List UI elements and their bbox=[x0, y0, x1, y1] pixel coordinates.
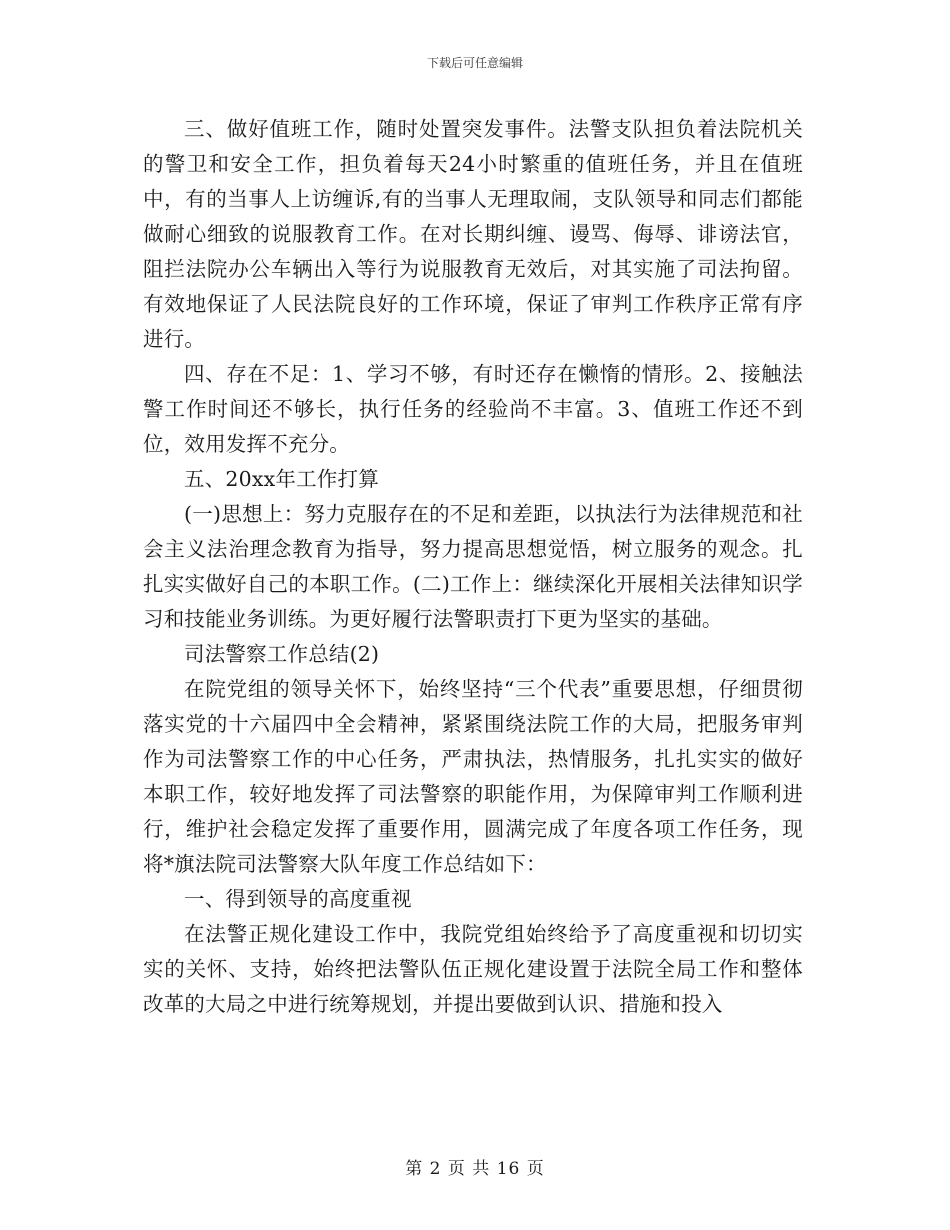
header-note: 下载后可任意编辑 bbox=[426, 56, 523, 70]
document-body bbox=[143, 112, 803, 1022]
page-indicator: 第 2 页 共 16 页 bbox=[405, 1159, 545, 1179]
paragraph: 四、存在不足：1、学习不够，有时还存在懒惰的情形。2、接触法警工作时间还不够长，执行任务的经验尚不丰富。3、值班工作还不到位，效用发挥不充分。 bbox=[143, 362, 803, 456]
section-heading: 一、得到领导的高度重视 bbox=[184, 887, 412, 911]
paragraph: (一)思想上：努力克服存在的不足和差距，以执法行为法律规范和社会主义法治理念教育为指导，努力提高思想觉悟，树立服务的观念。扎扎实实做好自己的本职工作。(二)工作上：继续深化开展相关法律知识学习和技能业务训练。为更好履行法警职责打下更为坚实的基础。 bbox=[143, 502, 803, 631]
paragraph: 在院党组的领导关怀下，始终坚持“三个代表”重要思想，仔细贯彻落实党的十六届四中全会精神，紧紧围绕法院工作的大局，把服务审判作为司法警察工作的中心任务，严肃执法，热情服务，扎扎实实的做好本职工作，较好地发挥了司法警察的职能作用，为保障审判工作顺利进行，维护社会稳定发挥了重要作用，圆满完成了年度各项工作任务，现将*旗法院司法警察大队年度工作总结如下： bbox=[143, 677, 803, 876]
section-heading: 五、20xx年工作打算 bbox=[184, 467, 379, 491]
paragraph: 三、做好值班工作，随时处置突发事件。法警支队担负着法院机关的警卫和安全工作，担负着每天24小时繁重的值班任务，并且在值班中，有的当事人上访缠诉,有的当事人无理取闹，支队领导和同志们都能做耐心细致的说服教育工作。在对长期纠缠、谩骂、侮辱、诽谤法官，阻拦法院办公车辆出入等行为说服教育无效后，对其实施了司法拘留。有效地保证了人民法院良好的工作环境，保证了审判工作秩序正常有序进行。 bbox=[143, 117, 803, 351]
paragraph: 在法警正规化建设工作中，我院党组始终给予了高度重视和切切实实的关怀、支持，始终把法警队伍正规化建设置于法院全局工作和整体改革的大局之中进行统筹规划，并提出要做到认识、措施和投入 bbox=[143, 922, 803, 1016]
section-heading: 司法警察工作总结(2) bbox=[184, 642, 380, 666]
